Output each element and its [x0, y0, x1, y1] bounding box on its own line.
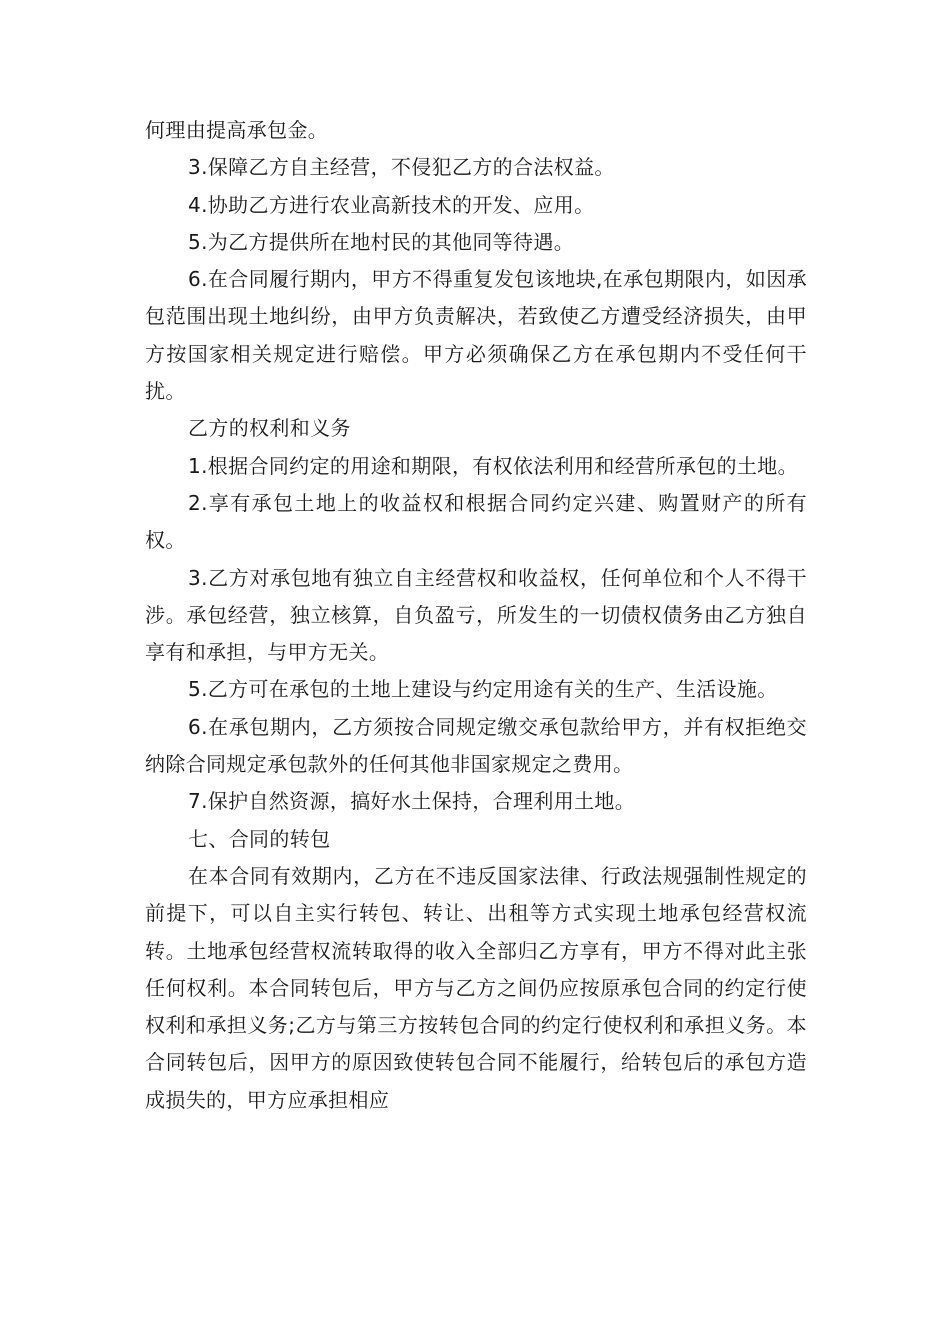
section-heading-subcontract: 七、合同的转包 — [188, 826, 331, 851]
paragraph-b-item-5: 5.乙方可在承包的土地上建设与约定用途有关的生产、生活设施。 — [188, 677, 778, 702]
paragraph-b-item-6: 6.在承包期内，乙方须按合同规定缴交承包款给甲方，并有权拒绝交纳除合同规定承包款外的任何其他非国家规定之费用。 — [145, 714, 807, 777]
paragraph-subcontract-body: 在本合同有效期内，乙方在不违反国家法律、行政法规强制性规定的前提下，可以自主实行转包、转让、出租等方式实现土地承包经营权流转。土地承包经营权流转取得的收入全部归乙方享有，甲方不得对此主张任何权利。本合同转包后，甲方与乙方之间仍应按原承包合同的约定行使权利和承担义务;乙方与第三方按转包合同的约定行使权利和承担义务。本合同转包后，因甲方的原因致使转包合同不能履行，给转包后的承包方造成损失的，甲方应承担相应 — [145, 863, 807, 1112]
paragraph-continuation: 何理由提高承包金。 — [145, 118, 329, 142]
paragraph-item-5: 5.为乙方提供所在地村民的其他同等待遇。 — [188, 229, 575, 254]
paragraph-b-item-7: 7.保护自然资源，搞好水土保持，合理利用土地。 — [188, 789, 636, 814]
paragraph-b-item-1: 1.根据合同约定的用途和期限，有权依法利用和经营所承包的土地。 — [188, 453, 798, 478]
paragraph-item-6: 6.在合同履行期内，甲方不得重复发包该地块,在承包期限内，如因承包范围出现土地纠纷，由甲方负责解决，若致使乙方遭受经济损失，由甲方按国家相关规定进行赔偿。甲方必须确保乙方在承包期内不受任何干扰。 — [145, 267, 807, 404]
section-heading-party-b-rights: 乙方的权利和义务 — [188, 416, 351, 441]
paragraph-b-item-2: 2.享有承包土地上的收益权和根据合同约定兴建、购置财产的所有权。 — [145, 490, 807, 553]
paragraph-b-item-3: 3.乙方对承包地有独立自主经营权和收益权，任何单位和个人不得干涉。承包经营，独立核算，自负盈亏，所发生的一切债权债务由乙方独自享有和承担，与甲方无关。 — [145, 565, 807, 665]
paragraph-item-3: 3.保障乙方自主经营，不侵犯乙方的合法权益。 — [188, 155, 615, 180]
paragraph-item-4: 4.协助乙方进行农业高新技术的开发、应用。 — [188, 192, 595, 217]
document-body — [145, 112, 807, 1119]
